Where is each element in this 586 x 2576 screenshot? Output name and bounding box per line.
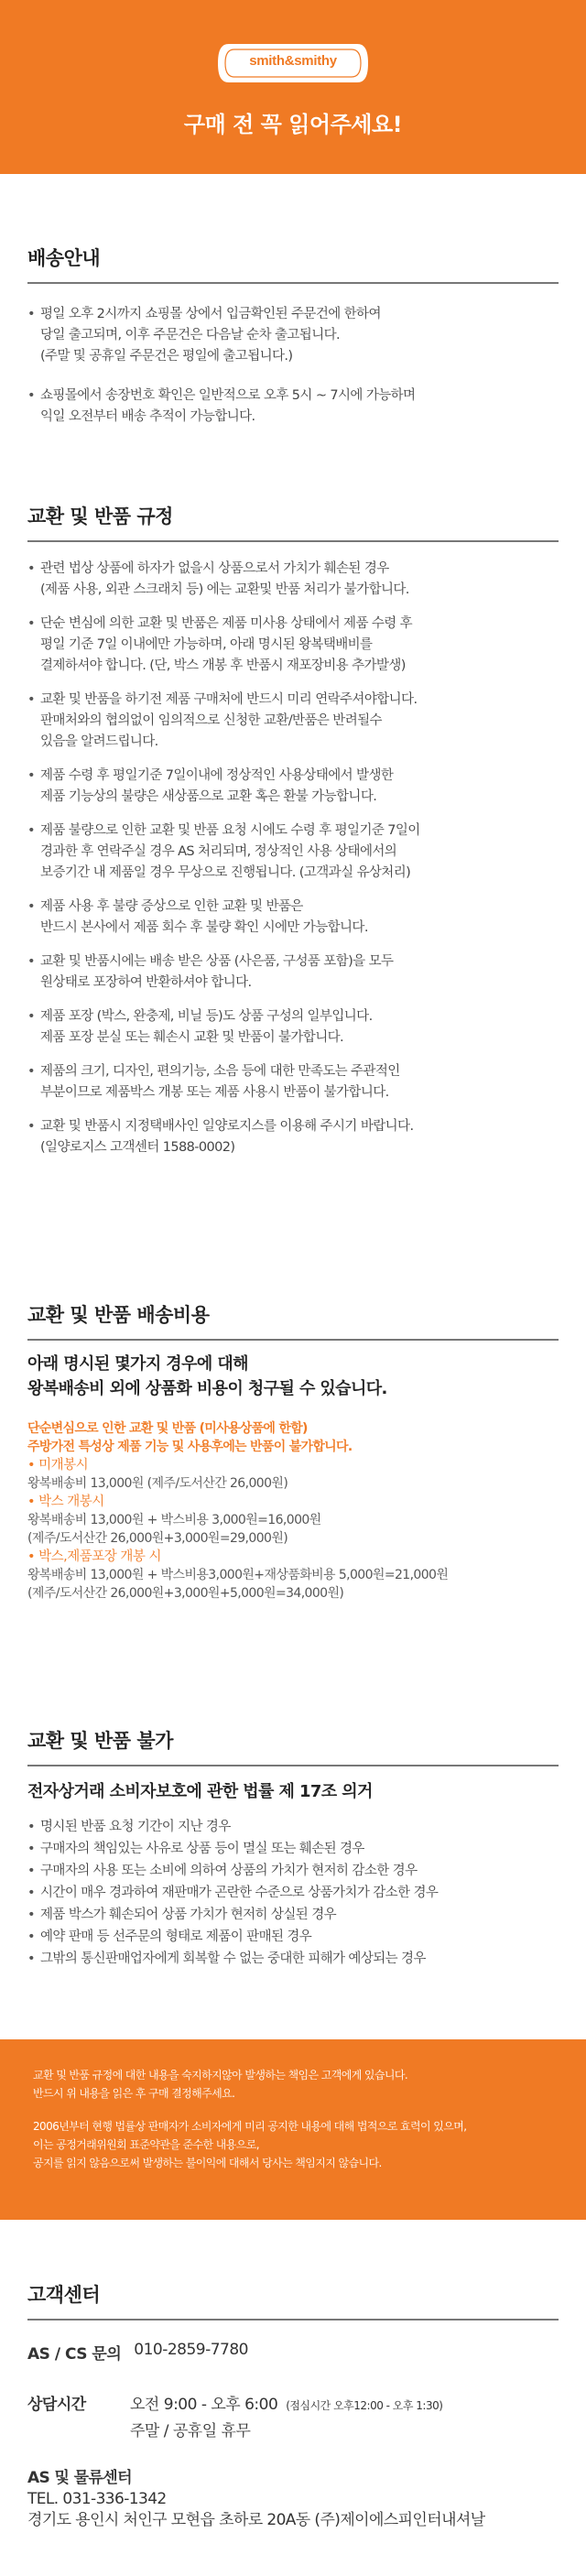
- returns-section: [27, 502, 559, 1171]
- section-title: 교환 및 반품 규정: [27, 505, 173, 527]
- cost-case-label: • 박스 개봉시: [27, 1495, 104, 1509]
- hours: [27, 2391, 559, 2440]
- list-item: [27, 1861, 559, 1882]
- list-item-line: 제품 포장 분실 또는 훼손시 교환 및 반품이 불가합니다.: [40, 1030, 344, 1045]
- list-item-line: • 단순 변심에 의한 교환 및 반품은 제품 미사용 상태에서 제품 수령 후: [40, 616, 413, 631]
- returns-list: [27, 559, 559, 1158]
- list-item: [27, 690, 559, 753]
- brand-name: smith&smithy: [249, 53, 337, 69]
- list-item: [27, 1006, 559, 1049]
- list-item-line: (일양로지스 고객센터 1588-0002): [40, 1140, 235, 1155]
- law-headline: 전자상거래 소비자보호에 관한 법률 제 17조 의거: [27, 1782, 373, 1801]
- divider: [27, 2319, 559, 2321]
- cost-case-value: 왕복배송비 13,000원 (제주/도서산간 26,000원): [27, 1476, 288, 1491]
- list-item-line: • 시간이 매우 경과하여 재판매가 곤란한 수준으로 상품가치가 감소한 경우: [40, 1886, 439, 1900]
- list-item: [27, 1949, 559, 1970]
- list-item: [27, 1927, 559, 1948]
- cost-note: [27, 1419, 559, 1456]
- section-title: 고객센터: [27, 2284, 101, 2306]
- list-item-line: • 그밖의 통신판매업자에게 회복할 수 없는 중대한 피해가 예상되는 경우: [40, 1951, 426, 1966]
- as-label: AS / CS 문의: [27, 2345, 122, 2364]
- hours-detail: [130, 2391, 442, 2440]
- list-item: [27, 559, 559, 601]
- list-item-line: 보증기간 내 제품일 경우 무상으로 진행됩니다. (고객과실 유상처리): [40, 865, 411, 880]
- list-item-line: 결제하셔야 합니다. (단, 박스 개봉 후 반품시 재포장비용 추가발생): [40, 658, 406, 673]
- list-item-line: 있음을 알려드립니다.: [40, 734, 158, 749]
- list-item-line: • 관련 법상 상품에 하자가 없을시 상품으로서 가치가 훼손된 경우: [40, 561, 389, 576]
- no-returns-section: [27, 1726, 559, 1971]
- list-item-line: 익일 오전부터 배송 추적이 가능합니다.: [40, 409, 255, 424]
- list-item-line: • 제품의 크기, 디자인, 편의기능, 소음 등에 대한 만족도는 주관적인: [40, 1064, 400, 1079]
- list-item-line: • 제품 박스가 훼손되어 상품 가치가 현저히 상실된 경우: [40, 1908, 337, 1922]
- list-item-line: • 명시된 반품 요청 기간이 지난 경우: [40, 1820, 231, 1834]
- list-item: [27, 1116, 559, 1158]
- list-item-line: • 교환 및 반품시에는 배송 받은 상품 (사은품, 구성품 포함)을 모두: [40, 954, 394, 969]
- cost-case: [27, 1493, 559, 1548]
- hours-lunch: (점심시간 오후12:00 - 오후 1:30): [286, 2399, 443, 2412]
- list-item: [27, 897, 559, 939]
- list-item: [27, 766, 559, 808]
- notice-line: 공지를 읽지 않음으로써 발생하는 불이익에 대해서 당사는 책임지지 않습니다.: [33, 2157, 382, 2169]
- list-item: [27, 304, 559, 367]
- list-item: [27, 1905, 559, 1926]
- list-item-line: 원상태로 포장하여 반환하셔야 합니다.: [40, 975, 252, 990]
- cost-case-label: • 미개봉시: [27, 1458, 89, 1473]
- logistics-label: AS 및 물류센터: [27, 2469, 132, 2487]
- list-item-line: • 교환 및 반품시 지정택배사인 일양로지스를 이용해 주시기 바랍니다.: [40, 1119, 414, 1134]
- list-item: [27, 1061, 559, 1103]
- header-banner: [0, 0, 586, 174]
- section-title: 교환 및 반품 배송비용: [27, 1304, 210, 1326]
- list-item-line: • 평일 오후 2시까지 쇼핑몰 상에서 입금확인된 주문건에 한하여: [40, 307, 381, 321]
- list-item-line: 반드시 본사에서 제품 회수 후 불량 확인 시에만 가능합니다.: [40, 920, 368, 935]
- hours-label: 상담시간: [27, 2396, 86, 2414]
- list-item-line: (제품 사용, 외관 스크래치 등) 에는 교환및 반품 처리가 불가합니다.: [40, 582, 409, 597]
- notice-banner: [0, 2039, 586, 2220]
- cost-case-value: 왕복배송비 13,000원 + 박스비용3,000원+재상품화비용 5,000원=21,000원: [27, 1568, 449, 1582]
- list-item-line: (주말 및 공휴일 주문건은 평일에 출고됩니다.): [40, 349, 293, 364]
- list-item-line: • 제품 포장 (박스, 완충제, 비닐 등)도 상품 구성의 일부입니다.: [40, 1009, 373, 1024]
- notice-line: 반드시 위 내용을 읽은 후 구매 결정해주세요.: [33, 2087, 235, 2100]
- list-item-line: • 교환 및 반품을 하기전 제품 구매처에 반드시 미리 연락주셔야합니다.: [40, 692, 418, 707]
- notice-paragraph: [33, 2117, 555, 2172]
- list-item-line: 경과한 후 연락주실 경우 AS 처리되며, 정상적인 사용 상태에서의: [40, 844, 397, 859]
- divider: [27, 1765, 559, 1766]
- no-returns-list: [27, 1817, 559, 1970]
- shipping-cost-section: [27, 1300, 559, 1603]
- list-item-line: • 제품 수령 후 평일기준 7일이내에 정상적인 사용상태에서 발생한: [40, 768, 394, 783]
- divider: [27, 282, 559, 284]
- list-item-line: • 예약 판매 등 선주문의 형태로 제품이 판매된 경우: [40, 1929, 312, 1944]
- list-item: [27, 386, 559, 428]
- as-contact: [27, 2341, 559, 2364]
- list-item-line: • 쇼핑몰에서 송장번호 확인은 일반적으로 오후 5시 ~ 7시에 가능하며: [40, 388, 416, 403]
- list-item: [27, 1817, 559, 1838]
- notice-paragraph: [33, 2066, 555, 2103]
- shipping-section: [27, 244, 559, 446]
- list-item-line: 당일 출고되며, 이후 주문건은 다음날 순차 출고됩니다.: [40, 328, 341, 342]
- hours-main: 오전 9:00 - 오후 6:00: [130, 2396, 278, 2414]
- hours-holiday: 주말 / 공휴일 휴무: [130, 2422, 251, 2440]
- list-item-line: • 구매자의 책임있는 사유로 상품 등이 멸실 또는 훼손된 경우: [40, 1842, 364, 1856]
- list-item: [27, 614, 559, 677]
- section-title: 배송안내: [27, 247, 101, 269]
- cost-case: [27, 1456, 559, 1493]
- list-item-line: • 제품 불량으로 인한 교환 및 반품 요청 시에도 수령 후 평일기준 7일이: [40, 823, 420, 838]
- logistics-tel[interactable]: TEL. 031-336-1342: [27, 2490, 167, 2508]
- list-item: [27, 1883, 559, 1904]
- page-title: 구매 전 꼭 읽어주세요!: [183, 112, 403, 137]
- as-phone[interactable]: 010-2859-7780: [134, 2341, 248, 2359]
- list-item-line: 평일 기준 7일 이내에만 가능하며, 아래 명시된 왕복택배비를: [40, 637, 373, 652]
- list-item: [27, 1839, 559, 1860]
- list-item: [27, 821, 559, 884]
- list-item-line: • 구매자의 사용 또는 소비에 의하여 상품의 가치가 현저히 감소한 경우: [40, 1864, 418, 1878]
- cost-note-line: 주방가전 특성상 제품 기능 및 사용후에는 반품이 불가합니다.: [27, 1440, 353, 1454]
- cost-cases: [27, 1456, 559, 1603]
- cost-case-value: (제주/도서산간 26,000원+3,000원+5,000원=34,000원): [27, 1586, 344, 1601]
- brand-logo: [216, 40, 370, 86]
- cost-case: [27, 1548, 559, 1603]
- list-item-line: 부분이므로 제품박스 개봉 또는 제품 사용시 반품이 불가합니다.: [40, 1085, 389, 1100]
- notice-line: 이는 공정거래위원회 표준약관을 준수한 내용으로,: [33, 2138, 259, 2151]
- cost-note-line: 단순변심으로 인한 교환 및 반품 (미사용상품에 한함): [27, 1421, 308, 1436]
- list-item-line: 제품 기능상의 불량은 새상품으로 교환 혹은 환불 가능합니다.: [40, 789, 377, 804]
- divider: [27, 1339, 559, 1341]
- shipping-list: [27, 304, 559, 428]
- notice-line: 2006년부터 현행 법률상 판매자가 소비자에게 미리 공지한 내용에 대해 법적으로 효력이 있으며,: [33, 2120, 467, 2133]
- cost-case-value: 왕복배송비 13,000원 + 박스비용 3,000원=16,000원: [27, 1513, 321, 1527]
- divider: [27, 540, 559, 542]
- list-item: [27, 951, 559, 994]
- section-title: 교환 및 반품 불가: [27, 1730, 173, 1752]
- logistics-address: 경기도 용인시 처인구 모현읍 초하로 20A동 (주)제이에스피인터내셔날: [27, 2511, 485, 2529]
- list-item-line: 판매처와의 협의없이 임의적으로 신청한 교환/반품은 반려될수: [40, 713, 382, 728]
- notice-text: [33, 2066, 555, 2187]
- logistics: [27, 2468, 559, 2531]
- cost-headline: [27, 1352, 559, 1401]
- notice-line: 교환 및 반품 규정에 대한 내용을 숙지하지않아 발생하는 책임은 고객에게 있습니다.: [33, 2069, 408, 2081]
- cost-case-label: • 박스,제품포장 개봉 시: [27, 1549, 162, 1564]
- customer-center-section: [27, 2280, 559, 2531]
- cost-headline-line: 왕복배송비 외에 상품화 비용이 청구될 수 있습니다.: [27, 1379, 387, 1398]
- list-item-line: • 제품 사용 후 불량 증상으로 인한 교환 및 반품은: [40, 899, 303, 914]
- cost-headline-line: 아래 명시된 몇가지 경우에 대해: [27, 1354, 248, 1374]
- cost-case-value: (제주/도서산간 26,000원+3,000원=29,000원): [27, 1531, 288, 1546]
